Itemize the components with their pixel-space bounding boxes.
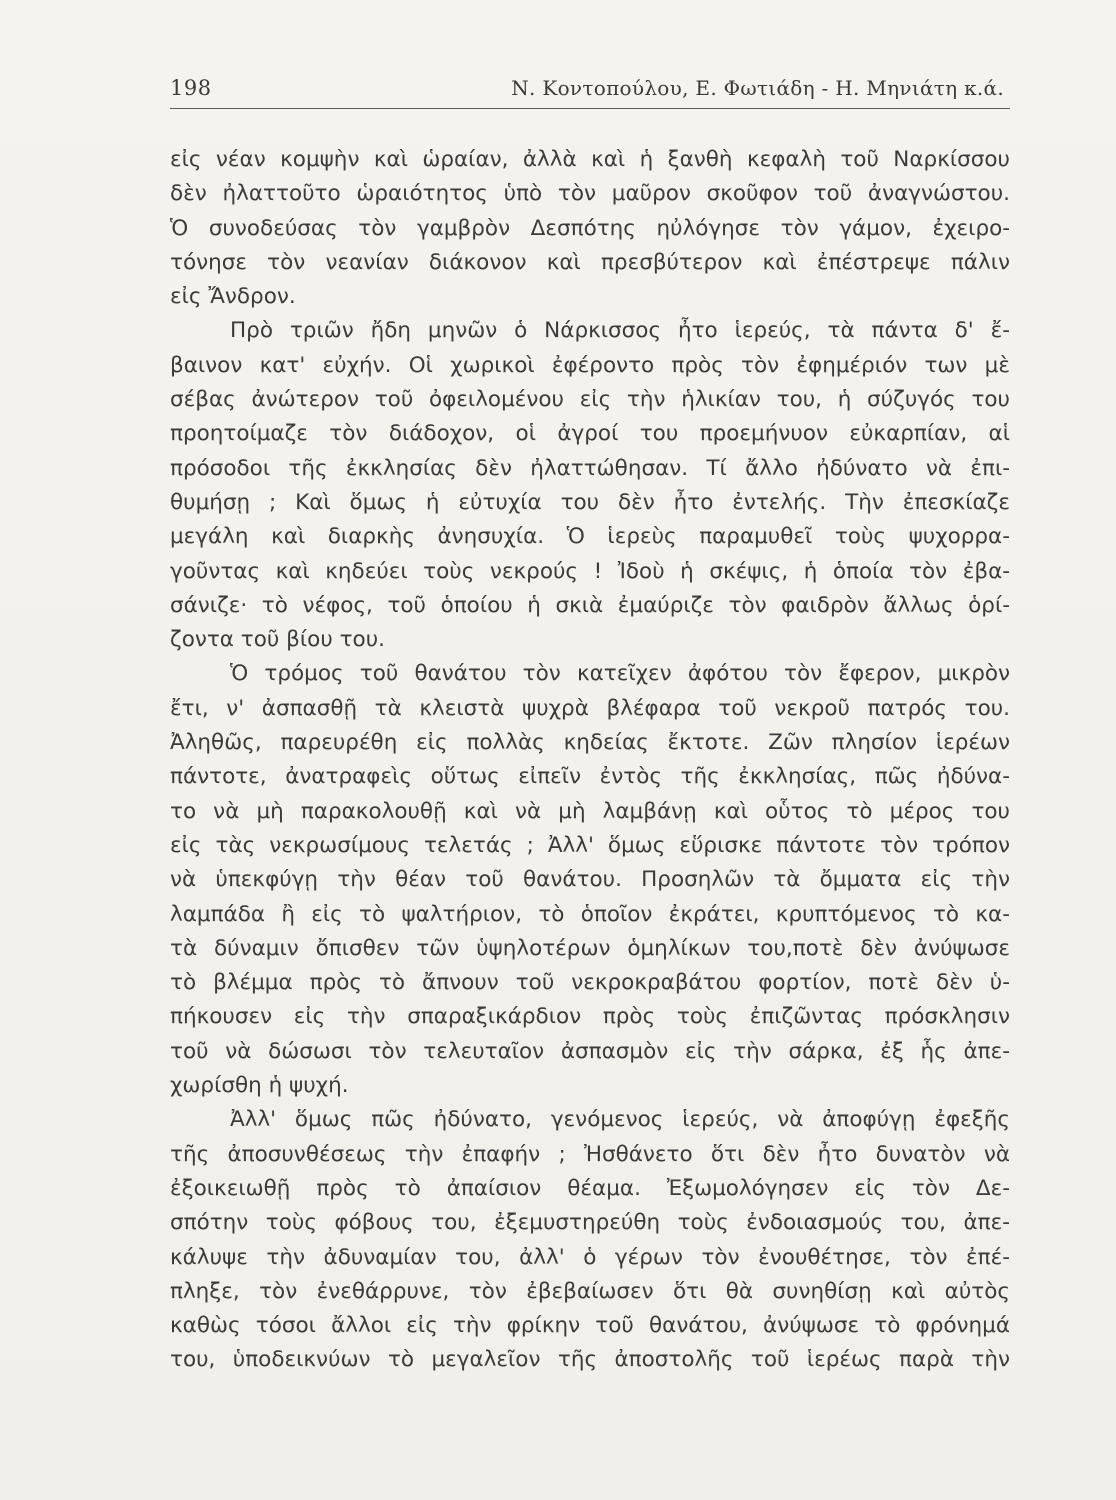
text-line: εἰς νέαν κομψὴν καὶ ὡραίαν, ἀλλὰ καὶ ἡ ξανθὴ κεφαλὴ τοῦ Ναρκίσσου — [170, 147, 1010, 172]
text-line: τόνησε τὸν νεανίαν διάκονον καὶ πρεσβύτερον καὶ ἐπέστρεψε πάλιν — [170, 249, 1010, 275]
text-line: μεγάλη καὶ διαρκὴς ἀνησυχία. Ὁ ἱερεὺς παραμυθεῖ τοὺς ψυχορρα- — [170, 524, 1010, 550]
text-line: λαμπάδα ἢ εἰς τὸ ψαλτήριον, τὸ ὁποῖον ἐκράτει, κρυπτόμενος τὸ κα- — [170, 901, 1010, 927]
text-line: σπότην τοὺς φόβους του, ἐξεμυστηρεύθη τοὺς ἐνδοιασμούς του, ἀπε- — [170, 1210, 1010, 1236]
text-line: βαινον κατ' εὐχήν. Οἱ χωρικοὶ ἐφέροντο πρὸς τὸν ἐφημέριόν των μὲ — [170, 352, 1010, 378]
text-line: εἰς τὰς νεκρωσίμους τελετάς ; Ἀλλ' ὅμως εὕρισκε πάντοτε τὸν τρόπον — [170, 832, 1010, 858]
text-line: Ὁ τρόμος τοῦ θανάτου τὸν κατεῖχεν ἀφότου τὸν ἔφερον, μικρὸν — [230, 661, 1010, 687]
text-line: κάλυψε τὴν ἀδυναμίαν του, ἀλλ' ὁ γέρων τὸν ἐνουθέτησε, τὸν ἐπέ- — [170, 1244, 1010, 1270]
text-line: πάντοτε, ἀνατραφεὶς οὕτως εἰπεῖν ἐντὸς τῆς ἐκκλησίας, πῶς ἠδύνα- — [170, 764, 1010, 790]
text-line: το νὰ μὴ παρακολουθῇ καὶ νὰ μὴ λαμβάνῃ καὶ οὗτος τὸ μέρος του — [170, 798, 1010, 824]
text-line: τῆς ἀποσυνθέσεως τὴν ἐπαφήν ; Ἠσθάνετο ὅτι δὲν ἦτο δυνατὸν νὰ — [170, 1141, 1010, 1167]
text-line: Πρὸ τριῶν ἤδη μηνῶν ὁ Νάρκισσος ἦτο ἱερεύς, τὰ πάντα δ' ἔ- — [230, 318, 1010, 344]
text-line: ζοντα τοῦ βίου του. — [170, 627, 385, 653]
text-line: Ἀληθῶς, παρευρέθη εἰς πολλὰς κηδείας ἔκτοτε. Ζῶν πλησίον ἱερέων — [170, 730, 1010, 756]
text-line: ἐξοικειωθῇ πρὸς τὸ ἀπαίσιον θέαμα. Ἐξωμολόγησεν εἰς τὸν Δε- — [170, 1175, 1010, 1201]
text-line: πρόσοδοι τῆς ἐκκλησίας δὲν ἠλαττώθησαν. Τί ἄλλο ἠδύνατο νὰ ἐπι- — [170, 455, 1010, 481]
text-line: σάνιζε· τὸ νέφος, τοῦ ὁποίου ἡ σκιὰ ἐμαύριζε τὸν φαιδρὸν ἄλλως ὁρί- — [170, 592, 1010, 618]
text-line: πληξε, τὸν ἐνεθάρρυνε, τὸν ἐβεβαίωσεν ὅτι θὰ συνηθίσῃ καὶ αὐτὸς — [170, 1278, 1010, 1304]
text-line: νὰ ὑπεκφύγῃ τὴν θέαν τοῦ θανάτου. Προσηλῶν τὰ ὄμματα εἰς τὴν — [170, 867, 1010, 893]
text-line: γοῦντας καὶ κηδεύει τοὺς νεκρούς ! Ἰδοὺ ἡ σκέψις, ἡ ὁποία τὸν ἐβα- — [170, 558, 1010, 584]
body-text — [170, 143, 1010, 1378]
text-line: τοῦ νὰ δώσωσι τὸν τελευταῖον ἀσπασμὸν εἰς τὴν σάρκα, ἐξ ἧς ἀπε- — [170, 1038, 1010, 1064]
text-line: πήκουσεν εἰς τὴν σπαραξικάρδιον πρὸς τοὺς ἐπιζῶντας πρόσκλησιν — [170, 1004, 1010, 1030]
text-line: καθὼς τόσοι ἄλλοι εἰς τὴν φρίκην τοῦ θανάτου, ἀνύψωσε τὸ φρόνημά — [170, 1313, 1010, 1339]
text-line: σέβας ἀνώτερον τοῦ ὀφειλομένου εἰς τὴν ἡλικίαν του, ἡ σύζυγός του — [170, 387, 1010, 413]
page-number: 198 — [170, 76, 212, 100]
text-line: θυμήσῃ ; Καὶ ὅμως ἡ εὐτυχία του δὲν ἦτο ἐντελής. Τὴν ἐπεσκίαζε — [170, 489, 1010, 515]
text-line: εἰς Ἄνδρον. — [170, 284, 296, 310]
page-header — [170, 66, 1010, 110]
text-line: Ὁ συνοδεύσας τὸν γαμβρὸν Δεσπότης ηὐλόγησε τὸν γάμον, ἐχειρο- — [170, 215, 1010, 241]
text-line: τὸ βλέμμα πρὸς τὸ ἄπνουν τοῦ νεκροκραβάτου φορτίον, ποτὲ δὲν ὑ- — [170, 970, 1010, 996]
text-line: του, ὑποδεικνύων τὸ μεγαλεῖον τῆς ἀποστολῆς τοῦ ἱερέως παρὰ τὴν — [170, 1347, 1010, 1373]
text-line: τὰ δύναμιν ὄπισθεν τῶν ὑψηλοτέρων ὁμηλίκων του,ποτὲ δὲν ἀνύψωσε — [170, 935, 1010, 961]
text-line: χωρίσθη ἡ ψυχή. — [170, 1073, 349, 1099]
text-line: Ἀλλ' ὅμως πῶς ἠδύνατο, γενόμενος ἱερεύς, νὰ ἀποφύγῃ ἐφεξῆς — [230, 1107, 1010, 1133]
text-line: ἔτι, ν' ἀσπασθῇ τὰ κλειστὰ ψυχρὰ βλέφαρα τοῦ νεκροῦ πατρός του. — [170, 695, 1010, 721]
header-rule — [170, 108, 1010, 109]
text-line: προητοίμαζε τὸν διάδοχον, οἱ ἀγροί του προεμήνυον εὐκαρπίαν, αἱ — [170, 421, 1010, 447]
running-title: Ν. Κοντοπούλου, Ε. Φωτιάδη - Η. Μηνιάτη κ.ά. — [511, 76, 1004, 100]
text-line: δὲν ἠλαττοῦτο ὡραιότητος ὑπὸ τὸν μαῦρον σκοῦφον τοῦ ἀναγνώστου. — [170, 181, 1010, 207]
